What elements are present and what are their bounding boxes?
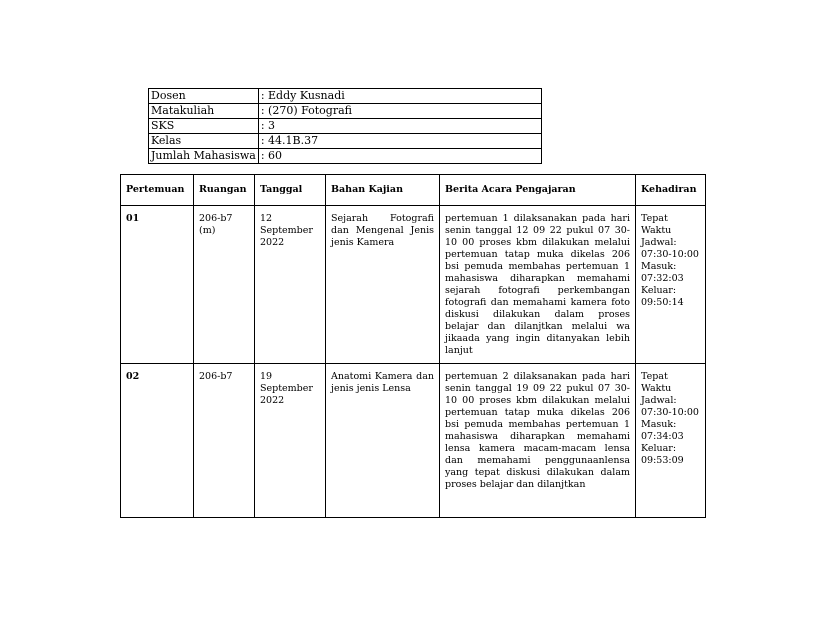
header-kehadiran: Kehadiran [636, 175, 706, 206]
cell-berita-acara: pertemuan 1 dilaksanakan pada hari senin tanggal 12 09 22 pukul 07 30-10 00 proses kbm dilakukan melalui pertemuan tatap muka dikelas 206 bsi pemuda membahas pertemuan 1 mahasiswa diharapkan memahami sejarah fotografi perkembangan fotografi dan memahami kamera foto diskusi dilakukan dalam proses belajar dan dilanjtkan melalui wa jikaada yang ingin ditanyakan lebih lanjut [440, 206, 636, 364]
header-bahan-kajian: Bahan Kajian [326, 175, 440, 206]
info-row-kelas [149, 134, 542, 149]
cell-ruangan: 206-b7 [194, 364, 255, 518]
cell-ruangan: 206-b7 (m) [194, 206, 255, 364]
cell-berita-acara [440, 364, 636, 518]
info-value: : 44.1B.37 [258, 134, 541, 149]
info-key: Kelas [149, 134, 259, 149]
info-value: : (270) Fotografi [258, 104, 541, 119]
info-value: : 60 [258, 149, 541, 164]
table-row [121, 206, 706, 364]
info-row-sks [149, 119, 542, 134]
header-tanggal: Tanggal [255, 175, 326, 206]
cell-pertemuan: 01 [121, 206, 194, 364]
info-key: Matakuliah [149, 104, 259, 119]
info-key: SKS [149, 119, 259, 134]
cell-kehadiran: Tepat Waktu Jadwal: 07:30-10:00 Masuk: 07:32:03 Keluar: 09:50:14 [636, 206, 706, 364]
header-ruangan: Ruangan [194, 175, 255, 206]
info-key: Jumlah Mahasiswa [149, 149, 259, 164]
cell-bahan-kajian: Sejarah Fotografi dan Mengenal Jenis jenis Kamera [326, 206, 440, 364]
header-berita-acara: Berita Acara Pengajaran [440, 175, 636, 206]
info-value: : Eddy Kusnadi [258, 89, 541, 104]
lecture-record-table [120, 174, 706, 518]
header-pertemuan: Pertemuan [121, 175, 194, 206]
berita-acara-text: pertemuan 2 dilaksanakan pada hari senin tanggal 19 09 22 pukul 07 30-10 00 proses kbm dilakukan melalui pertemuan tatap muka dikelas 206 bsi pemuda membahas pertemuan 1 mahasiswa diharapkan memahami lensa kamera macam-macam lensa dan memahami penggunaanlensa yang tepat diskusi dilakukan dalam proses belajar dan dilanjtkan [445, 371, 630, 490]
course-info-table [148, 88, 542, 164]
cell-tanggal: 19 September 2022 [255, 364, 326, 518]
info-row-jumlah-mahasiswa [149, 149, 542, 164]
cell-pertemuan: 02 [121, 364, 194, 518]
info-row-matakuliah [149, 104, 542, 119]
cell-kehadiran: Tepat Waktu Jadwal: 07:30-10:00 Masuk: 07:34:03 Keluar: 09:53:09 [636, 364, 706, 518]
table-row [121, 364, 706, 518]
info-row-dosen [149, 89, 542, 104]
cell-tanggal: 12 September 2022 [255, 206, 326, 364]
cell-bahan-kajian: Anatomi Kamera dan jenis jenis Lensa [326, 364, 440, 518]
info-value: : 3 [258, 119, 541, 134]
info-key: Dosen [149, 89, 259, 104]
table-header-row [121, 175, 706, 206]
